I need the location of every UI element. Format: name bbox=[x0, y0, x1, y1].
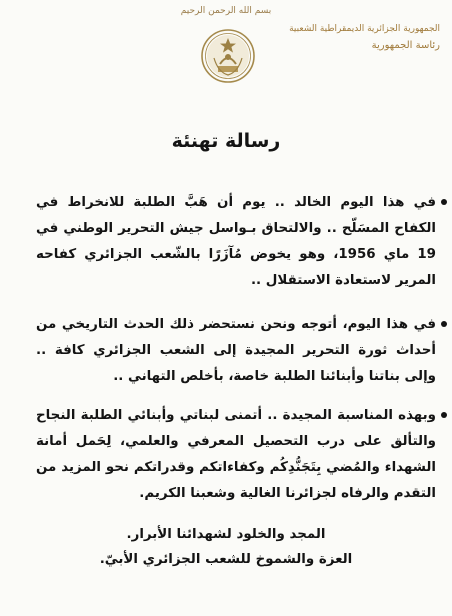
basmala: بسم الله الرحمن الرحيم bbox=[180, 6, 272, 16]
bullet-icon bbox=[441, 199, 447, 205]
paragraph-3 bbox=[36, 403, 436, 507]
bullet-icon bbox=[441, 412, 447, 418]
paragraph-3-text: وبهذه المناسبة المجيدة .. أتمنى لبناتي وأبنائي الطلبة النجاح والتألق على درب التحصيل المعرفي والعلمي، لِحَمل أمانة الشهداء والمُضي بِتَجَنُّدِكُم وكفاءاتكم وقدراتكم نحو المزيد من التقدم والرفاه لجزائرنا الغالية وشعبنا الكريم. bbox=[36, 408, 436, 501]
paragraph-1 bbox=[36, 190, 436, 294]
presidency-name: رئاسة الجمهورية bbox=[371, 40, 440, 51]
bullet-icon bbox=[441, 321, 447, 327]
republic-name: الجمهورية الجزائرية الديمقراطية الشعبية bbox=[289, 24, 440, 34]
letter-title: رسالة تهنئة bbox=[171, 130, 281, 152]
paragraph-2 bbox=[36, 312, 436, 390]
paragraph-1-text: في هذا اليوم الخالد .. يوم أن هَبَّ الطلبة للانخراط في الكفاح المسَلّح .. والالتحاق بـواسل جيش التحرير الوطني في 19 ماي 1956، وهو يخوض مُآزَرًا بالشّعب الجزائري كفاحه المرير لاستعادة الاستقلال .. bbox=[36, 195, 436, 288]
paragraph-2-text: في هذا اليوم، أتوجه ونحن نستحضر ذلك الحدث التاريخي من أحداث ثورة التحرير المجيدة إلى الشعب الجزائري كافة .. وإلى بناتنا وأبنائنا الطلبة خاصة، بأخلص التهاني .. bbox=[36, 317, 436, 384]
closing-line-1: المجد والخلود لشهدائنا الأبرار. bbox=[126, 527, 326, 542]
algeria-emblem-icon bbox=[200, 28, 256, 84]
closing-line-2: العزة والشموخ للشعب الجزائري الأبيّ. bbox=[99, 552, 353, 567]
